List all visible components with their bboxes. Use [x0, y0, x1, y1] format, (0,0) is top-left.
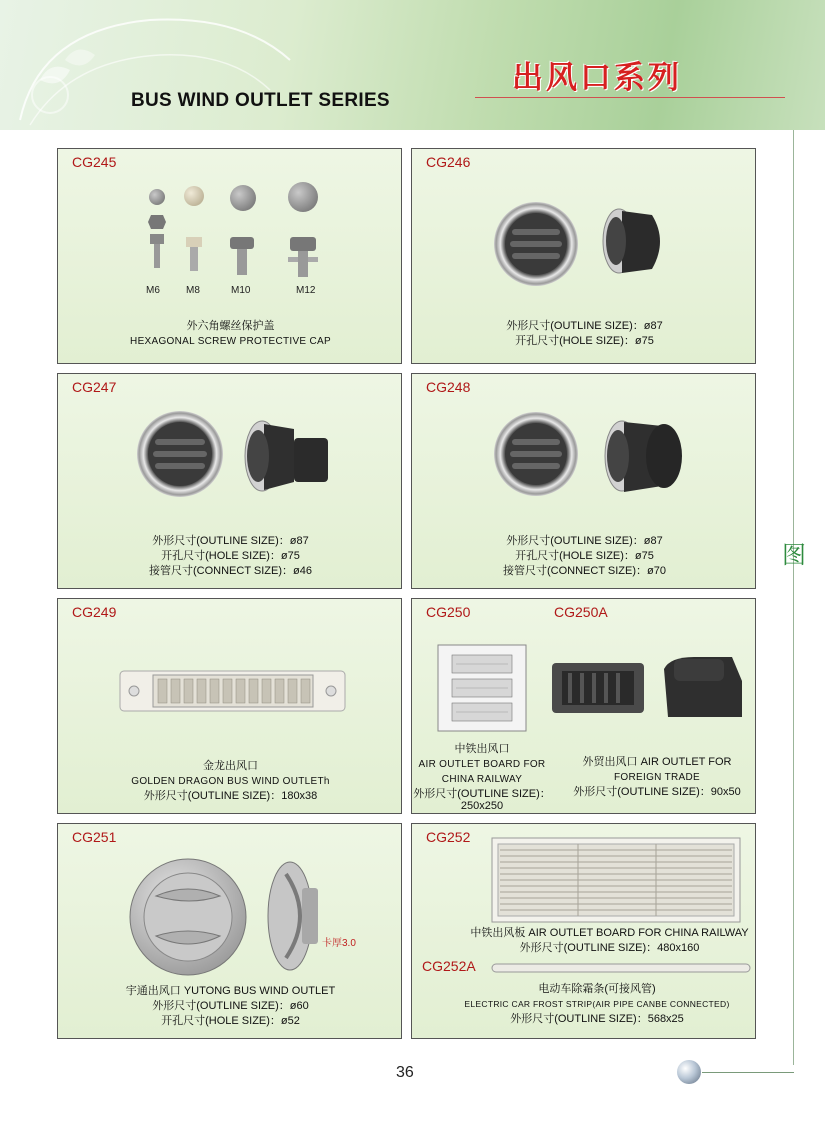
product-card-cg247 [57, 373, 402, 589]
caption-line: 外形尺寸(OUTLINE SIZE)：568x25 [510, 1013, 684, 1025]
product-caption [58, 984, 403, 1029]
product-code: CG247 [72, 379, 117, 395]
product-caption-cg252a [452, 982, 742, 1027]
product-caption [412, 534, 757, 579]
caption-line: 金龙出风口 [203, 760, 258, 772]
title-underline [475, 97, 785, 98]
caption-line: 接管尺寸(CONNECT SIZE)：ø70 [503, 565, 666, 577]
caption-line: 外贸出风口 AIR OUTLET FOR [582, 756, 732, 768]
product-code-variant: CG252A [422, 958, 476, 974]
product-card-cg249 [57, 598, 402, 814]
caption-line: FOREIGN TRADE [614, 772, 700, 783]
caption-line-en: HEXAGONAL SCREW PROTECTIVE CAP [130, 336, 331, 347]
size-m8-label: M8 [186, 285, 200, 296]
caption-line: 外形尺寸(OUTLINE SIZE)：ø60 [152, 1000, 309, 1012]
caption-line: 开孔尺寸(HOLE SIZE)：ø52 [161, 1015, 300, 1027]
size-m12-label: M12 [296, 285, 316, 296]
side-mark: 图 [782, 541, 806, 569]
caption-line: 开孔尺寸(HOLE SIZE)：ø75 [515, 550, 654, 562]
product-card-cg248 [411, 373, 756, 589]
page-header [0, 0, 825, 130]
caption-line: 250x250 [460, 800, 504, 812]
caption-line: 外形尺寸(OUTLINE SIZE)：480x160 [519, 942, 700, 954]
caption-line: 开孔尺寸(HOLE SIZE)：ø75 [161, 550, 300, 562]
product-caption [58, 534, 403, 579]
footer-line [702, 1072, 794, 1073]
size-m6-label: M6 [146, 285, 160, 296]
product-code: CG252 [426, 829, 471, 845]
caption-line: 接管尺寸(CONNECT SIZE)：ø46 [149, 565, 312, 577]
product-caption-cg252 [462, 926, 757, 956]
caption-line: 中铁出风口 [454, 743, 510, 755]
caption-line: AIR OUTLET BOARD FOR [418, 759, 546, 770]
caption-line: 外形尺寸(OUTLINE SIZE)：90x50 [573, 786, 741, 798]
product-caption-cg250a [562, 755, 752, 800]
product-card-cg246 [411, 148, 756, 364]
product-code-variant: CG250A [554, 604, 608, 620]
caption-line-cn: 外六角螺丝保护盖 [186, 320, 275, 332]
product-caption [412, 319, 757, 349]
caption-line: ELECTRIC CAR FROST STRIP(AIR PIPE CANBE CONNECTED) [464, 999, 730, 1009]
product-card-cg251 [57, 823, 402, 1039]
caption-line: 外形尺寸(OUTLINE SIZE)：180x38 [143, 790, 318, 802]
product-card-cg252 [411, 823, 756, 1039]
thickness-note: 卡厚3.0 [322, 938, 356, 949]
product-caption [58, 759, 403, 804]
side-divider [793, 130, 794, 1065]
caption-line: 中铁出风板 AIR OUTLET BOARD FOR CHINA RAILWAY [470, 927, 749, 939]
product-card-cg250 [411, 598, 756, 814]
caption-line: 电动车除霜条(可接风管) [538, 983, 656, 995]
product-code: CG246 [426, 154, 471, 170]
page-number: 36 [396, 1064, 414, 1081]
size-m10-label: M10 [231, 285, 251, 296]
caption-line: 外形尺寸(OUTLINE SIZE)：ø87 [506, 535, 663, 547]
page-title: BUS WIND OUTLET SERIES [131, 90, 390, 111]
product-code: CG245 [72, 154, 117, 170]
product-code: CG250 [426, 604, 471, 620]
caption-line: 开孔尺寸(HOLE SIZE)：ø75 [515, 335, 654, 347]
caption-line: 外形尺寸(OUTLINE SIZE)： [413, 788, 551, 800]
title-chinese: 出风口系列 [512, 60, 682, 96]
caption-line: GOLDEN DRAGON BUS WIND OUTLETh [131, 776, 330, 787]
caption-line: 宇通出风口 YUTONG BUS WIND OUTLET [125, 985, 336, 997]
product-code: CG251 [72, 829, 117, 845]
caption-line: 外形尺寸(OUTLINE SIZE)：ø87 [152, 535, 309, 547]
product-code: CG249 [72, 604, 117, 620]
product-caption-cg250 [412, 742, 552, 814]
product-code: CG248 [426, 379, 471, 395]
caption-line: 外形尺寸(OUTLINE SIZE)：ø87 [506, 320, 663, 332]
product-caption [58, 319, 403, 349]
decorative-ball [677, 1060, 701, 1084]
product-card-cg245 [57, 148, 402, 364]
caption-line: CHINA RAILWAY [441, 774, 523, 785]
